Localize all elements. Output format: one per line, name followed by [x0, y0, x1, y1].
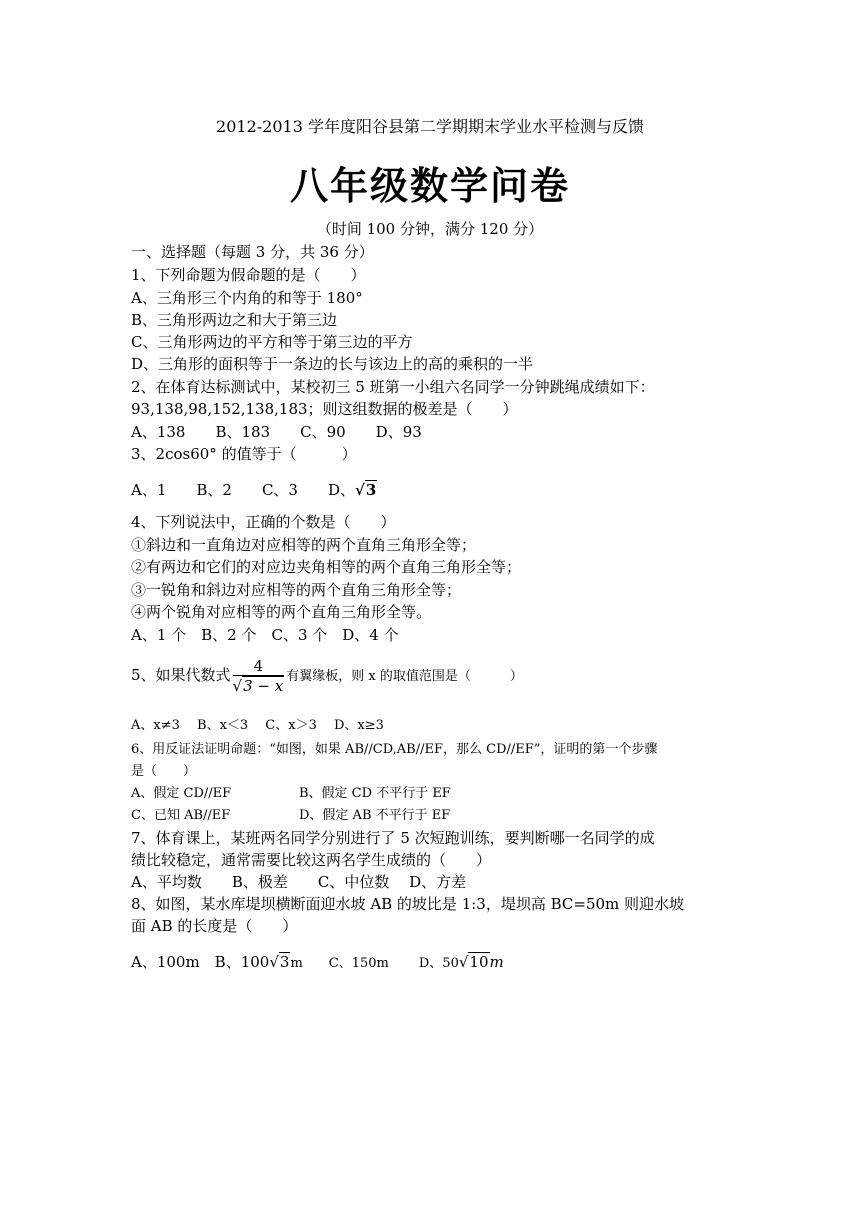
- q8-stem: 8、如图，某水库堤坝横断面迎水坡 AB 的坡比是 1:3，堤坝高 BC=50m 则迎水坡: [131, 895, 685, 913]
- q3-options: [131, 480, 377, 500]
- q5-den-radicand: 3 − x: [243, 676, 284, 695]
- q7-stem-cont: 绩比较稳定，通常需要比较这两名学生成绩的（ ）: [131, 851, 492, 869]
- q8-options: [131, 952, 504, 974]
- q6-option-a: A、假定 CD//EF: [131, 786, 232, 801]
- q8-d-unit: m: [489, 953, 504, 971]
- q8-b-unit: m: [290, 956, 303, 971]
- q2-stem: 2、在体育达标测试中，某校初三 5 班第一小组六名同学一分钟跳绳成绩如下：: [131, 378, 655, 396]
- q4-statement-3: ③一锐角和斜边对应相等的两个直角三角形全等；: [131, 581, 462, 599]
- time-note: （时间 100 分钟，满分 120 分）: [316, 220, 544, 238]
- q8-d-radicand: 10: [469, 953, 489, 971]
- q4-stem: 4、下列说法中，正确的个数是（ ）: [131, 513, 396, 531]
- q6-stem: 6、用反证法证明命题：“如图，如果 AB//CD,AB//EF，那么 CD//EF”，证明的第一个步骤: [131, 742, 658, 757]
- q1-option-d: D、三角形的面积等于一条边的长与该边上的高的乘积的一半: [131, 355, 534, 373]
- q7-options: A、平均数 B、极差 C、中位数 D、方差: [131, 873, 467, 891]
- q1-option-c: C、三角形两边的平方和等于第三边的平方: [131, 333, 413, 351]
- q5-stem: [131, 655, 523, 697]
- q6-stem-cont: 是（ ）: [131, 764, 197, 779]
- q7-stem: 7、体育课上，某班两名同学分别进行了 5 次短跑训练，要判断哪一名同学的成: [131, 829, 655, 847]
- q4-statement-4: ④两个锐角对应相等的两个直角三角形全等。: [131, 603, 432, 621]
- q8-option-d-pre: D、50: [418, 956, 459, 971]
- q4-statement-2: ②有两边和它们的对应边夹角相等的两个直角三角形全等；: [131, 558, 522, 576]
- q5-numerator: 4: [233, 657, 285, 676]
- section-title: 一、选择题（每题 3 分，共 36 分）: [131, 243, 374, 261]
- q3-stem: 3、2cos60° 的值等于（ ）: [131, 445, 357, 463]
- q5-fraction: [233, 657, 285, 696]
- sqrt-symbol: √3: [269, 953, 290, 971]
- q5-stem-pre: 5、如果代数式: [131, 666, 231, 684]
- q4-statement-1: ①斜边和一直角边对应相等的两个直角三角形全等；: [131, 536, 477, 554]
- q6-option-c: C、已知 AB//EF: [131, 808, 231, 823]
- q8-stem-cont: 面 AB 的长度是（ ）: [131, 917, 298, 935]
- q5-stem-post: 有翼缘板，则 x 的取值范围是（ ）: [286, 669, 523, 684]
- q8-option-c: C、150m: [328, 956, 389, 971]
- q5-denominator: [233, 676, 285, 696]
- q1-option-b: B、三角形两边之和大于第三边: [131, 311, 338, 329]
- q8-b-radicand: 3: [279, 953, 290, 971]
- q5-options: A、x≠3 B、x＜3 C、x＞3 D、x≥3: [131, 718, 384, 733]
- q8-option-a: A、100m B、100: [131, 953, 270, 971]
- q2-options: A、138 B、183 C、90 D、93: [131, 423, 422, 441]
- q6-option-d: D、假定 AB 不平行于 EF: [299, 808, 451, 823]
- q1-stem: 1、下列命题为假命题的是（ ）: [131, 266, 366, 284]
- q3-d-radicand: 3: [365, 481, 377, 499]
- sqrt-symbol: √3: [355, 481, 377, 499]
- q3-options-text: A、1 B、2 C、3 D、: [131, 481, 355, 499]
- sqrt-symbol: √: [232, 676, 243, 695]
- sqrt-symbol: √10: [458, 953, 489, 971]
- exam-title: 八年级数学问卷: [289, 163, 570, 208]
- q6-option-b: B、假定 CD 不平行于 EF: [299, 786, 451, 801]
- q4-options: A、1 个 B、2 个 C、3 个 D、4 个: [131, 626, 399, 644]
- exam-header: 2012-2013 学年度阳谷县第二学期期末学业水平检测与反馈: [216, 117, 644, 136]
- q2-stem-data: 93,138,98,152,138,183；则这组数据的极差是（ ）: [131, 400, 518, 418]
- q1-option-a: A、三角形三个内角的和等于 180°: [131, 289, 363, 307]
